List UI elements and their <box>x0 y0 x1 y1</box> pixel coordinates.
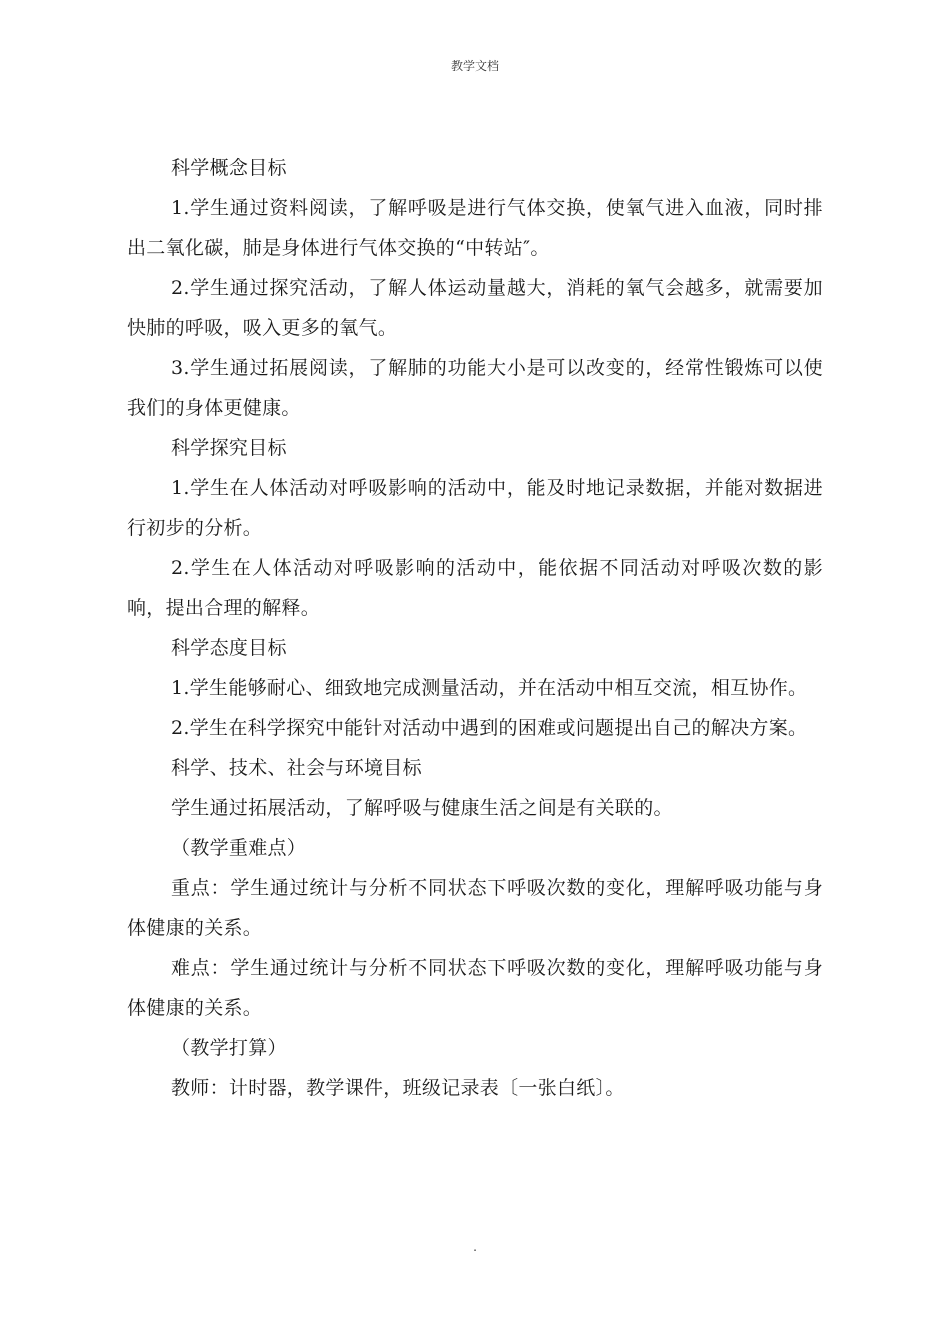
section-heading-preparation: （教学打算） <box>171 1037 287 1059</box>
section-heading-inquiry: 科学探究目标 <box>171 437 287 459</box>
concept-item-2: 2.学生通过探究活动，了解人体运动量越大，消耗的氧气会越多，就需要加快肺的呼吸，吸入更多的氧气。 <box>127 277 823 339</box>
page-footer-mark: . <box>473 1240 477 1254</box>
concept-item-1: 1.学生通过资料阅读，了解呼吸是进行气体交换，使氧气进入血液，同时排出二氧化碳，肺是身体进行气体交换的“中转站″。 <box>127 197 823 259</box>
document-body <box>127 148 823 1108</box>
difficulty-item: 难点：学生通过统计与分析不同状态下呼吸次数的变化，理解呼吸功能与身体健康的关系。 <box>127 957 823 1019</box>
inquiry-item-2: 2.学生在人体活动对呼吸影响的活动中，能依据不同活动对呼吸次数的影响，提出合理的解释。 <box>127 557 823 619</box>
section-heading-concept: 科学概念目标 <box>171 157 287 179</box>
inquiry-item-1: 1.学生在人体活动对呼吸影响的活动中，能及时地记录数据，并能对数据进行初步的分析。 <box>127 477 823 539</box>
attitude-item-2: 2.学生在科学探究中能针对活动中遇到的困难或问题提出自己的解决方案。 <box>171 717 808 739</box>
stse-item-1: 学生通过拓展活动，了解呼吸与健康生活之间是有关联的。 <box>171 797 673 819</box>
section-heading-attitude: 科学态度目标 <box>171 637 287 659</box>
preparation-item-1: 教师：计时器，教学课件，班级记录表〔一张白纸〕。 <box>171 1077 625 1099</box>
section-heading-stse: 科学、技术、社会与环境目标 <box>171 757 422 779</box>
key-point-item: 重点：学生通过统计与分析不同状态下呼吸次数的变化，理解呼吸功能与身体健康的关系。 <box>127 877 823 939</box>
attitude-item-1: 1.学生能够耐心、细致地完成测量活动，并在活动中相互交流，相互协作。 <box>171 677 808 699</box>
page-header: 教学文档 <box>450 59 499 73</box>
section-heading-key-points: （教学重难点） <box>171 837 307 859</box>
concept-item-3: 3.学生通过拓展阅读，了解肺的功能大小是可以改变的，经常性锻炼可以使我们的身体更健康。 <box>127 357 823 419</box>
